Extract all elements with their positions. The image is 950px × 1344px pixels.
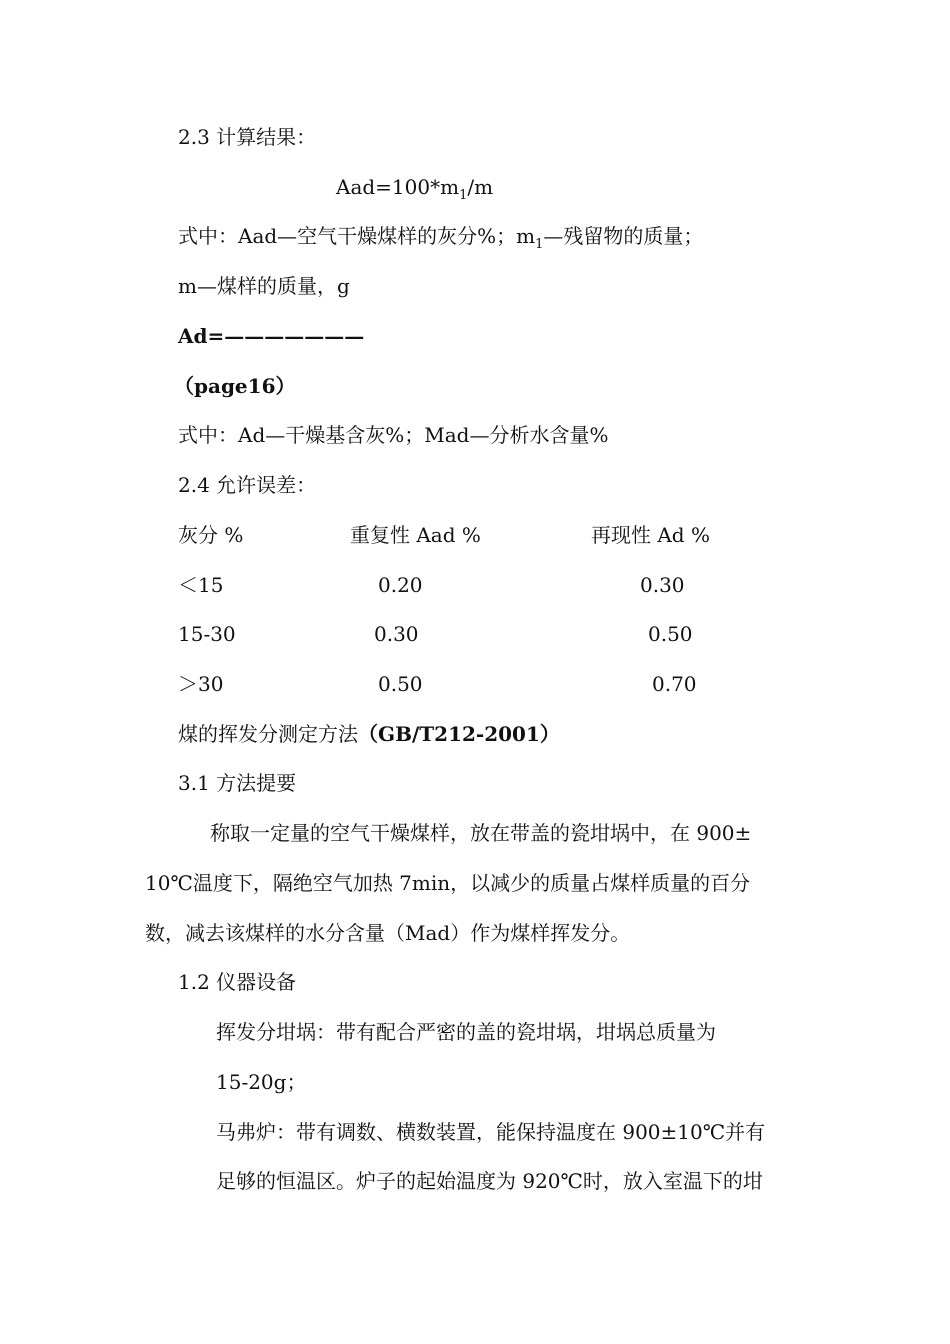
method-summary-line-3: 数，减去该煤样的水分含量（Mad）作为煤样挥发分。	[145, 921, 631, 945]
method-summary-line-2: 10℃温度下，隔绝空气加热 7min，以减少的质量占煤样质量的百分	[145, 871, 751, 895]
explanation-part-a: 式中：Aad—空气干燥煤样的灰分%；m	[178, 224, 536, 248]
table-cell: ＞30	[178, 672, 224, 696]
crucible-line-2: 15-20g；	[216, 1070, 307, 1094]
dry-ash-explanation: 式中：Ad—干燥基含灰%；Mad—分析水含量%	[178, 423, 609, 447]
ash-formula-prefix: Aad=100*m	[336, 175, 460, 199]
volatile-title-text: 煤的挥发分测定方法	[178, 722, 358, 746]
table-cell: 0.30	[640, 573, 685, 597]
table-cell: 0.20	[378, 573, 423, 597]
table-cell: ＜15	[178, 573, 224, 597]
furnace-line-2: 足够的恒温区。炉子的起始温度为 920℃时，放入室温下的坩	[216, 1169, 763, 1193]
sample-mass-explanation: m—煤样的质量，g	[178, 274, 350, 298]
crucible-line-1: 挥发分坩埚：带有配合严密的盖的瓷坩埚，坩埚总质量为	[216, 1020, 716, 1044]
explanation-part-b: —残留物的质量；	[543, 224, 704, 248]
section-2-3-heading: 2.3 计算结果：	[178, 125, 317, 149]
table-header-repeatability: 重复性 Aad %	[350, 523, 481, 547]
table-header-ash: 灰分 %	[178, 523, 244, 547]
table-cell: 0.50	[378, 672, 423, 696]
table-cell: 0.30	[374, 622, 419, 646]
method-summary-line-1: 称取一定量的空气干燥煤样，放在带盖的瓷坩埚中，在 900±	[210, 821, 752, 845]
ash-formula-suffix: /m	[467, 175, 494, 199]
ash-formula-subscript: 1	[459, 188, 468, 203]
page-reference: （page16）	[174, 374, 296, 398]
dry-ash-formula: Ad=———————	[178, 324, 365, 348]
ash-formula	[336, 173, 493, 210]
volatile-method-title	[178, 720, 560, 748]
table-cell: 15-30	[178, 622, 236, 646]
section-2-4-heading: 2.4 允许误差：	[178, 473, 317, 497]
ash-formula-explanation	[178, 222, 703, 259]
table-cell: 0.50	[648, 622, 693, 646]
table-cell: 0.70	[652, 672, 697, 696]
section-3-1-heading: 3.1 方法提要	[178, 771, 297, 795]
furnace-line-1: 马弗炉：带有调数、横数装置，能保持温度在 900±10℃并有	[216, 1120, 766, 1144]
section-1-2-heading: 1.2 仪器设备	[178, 970, 297, 994]
table-header-reproducibility: 再现性 Ad %	[591, 523, 710, 547]
explanation-subscript: 1	[535, 237, 544, 252]
volatile-title-standard: （GB/T212-2001）	[358, 722, 560, 746]
